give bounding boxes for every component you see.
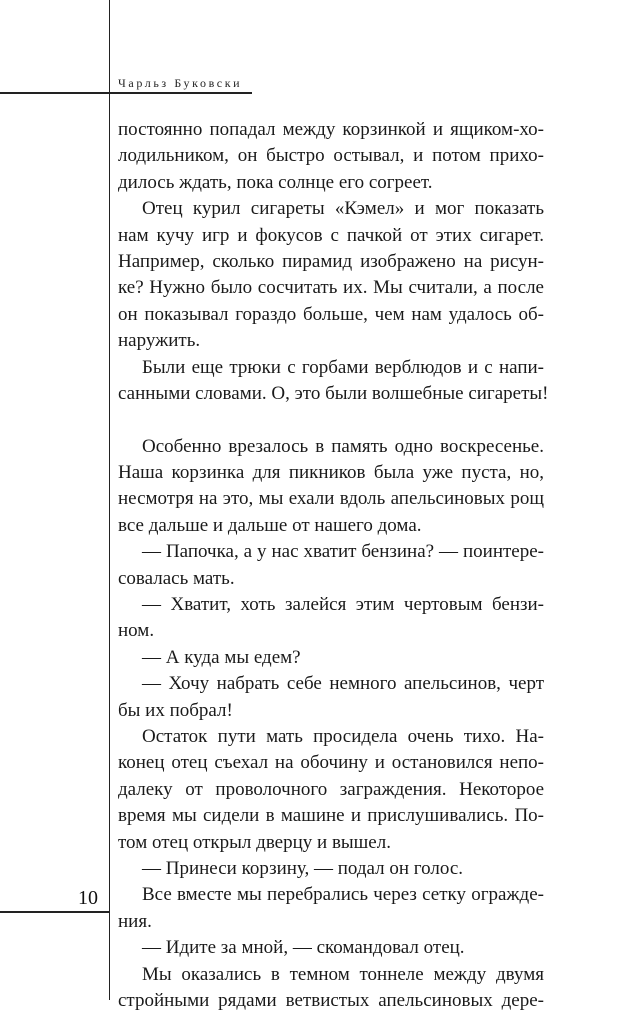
- text-line: Остаток пути мать просидела очень тихо. На-: [142, 725, 544, 747]
- text-line: — Хочу набрать себе немного апельсинов, черт: [142, 673, 544, 695]
- text-line: дилось ждать, пока солнце его согреет.: [118, 171, 433, 193]
- text-line: постоянно попадал между корзинкой и ящиком-хо-: [118, 119, 544, 140]
- text-line: — Принеси корзину, — подал он голос.: [142, 857, 463, 879]
- text-line: — Идите за мной, — скомандовал отец.: [142, 937, 465, 959]
- text-line: том отец открыл дверцу и вышел.: [118, 831, 391, 853]
- text-line: все дальше и дальше от нашего дома.: [118, 514, 422, 536]
- running-title: Чарльз Буковски: [118, 76, 243, 90]
- text-line: нам кучу игр и фокусов с пачкой от этих сигарет.: [118, 224, 544, 246]
- text-line: ном.: [118, 620, 155, 642]
- text-line: совалась мать.: [118, 567, 235, 589]
- text-line: ния.: [118, 910, 152, 932]
- text-line: конец отец съехал на обочину и остановился непо-: [118, 752, 544, 774]
- text-line: санными словами. О, это были волшебные сигареты!: [118, 382, 549, 404]
- text-line: несмотря на это, мы ехали вдоль апельсиновых рощ: [118, 488, 544, 510]
- text-line: он показывал гораздо больше, чем нам удалось об-: [118, 303, 544, 325]
- text-line: Мы оказались в темном тоннеле между двумя: [142, 963, 544, 985]
- text-line: лодильником, он быстро остывал, и потом прихо-: [118, 145, 544, 167]
- text-line: — Хватит, хоть залейся этим чертовым бензи-: [142, 594, 544, 616]
- margin-vertical-rule: [109, 0, 110, 1000]
- text-line: — А куда мы едем?: [142, 646, 301, 668]
- text-line: Отец курил сигареты «Кэмел» и мог показать: [142, 198, 544, 220]
- text-line: Наша корзинка для пикников была уже пуста, но,: [118, 462, 544, 484]
- text-line: время мы сидели в машине и прислушивались. По-: [118, 805, 544, 827]
- text-line: Особенно врезалось в память одно воскресенье.: [142, 435, 544, 457]
- body-text: [118, 117, 549, 1014]
- text-line: Все вместе мы перебрались через сетку огражде-: [142, 884, 544, 906]
- header-rule: [0, 92, 252, 94]
- footer-rule: [0, 911, 110, 913]
- page-number: 10: [78, 887, 98, 909]
- text-line: бы их побрал!: [118, 699, 233, 721]
- text-line: Были еще трюки с горбами верблюдов и с напи-: [142, 356, 544, 378]
- text-line: стройными рядами ветвистых апельсиновых дере-: [118, 989, 544, 1011]
- paragraph-gap: [118, 407, 544, 433]
- text-line: Например, сколько пирамид изображено на рисун-: [118, 250, 544, 272]
- text-line: наружить.: [118, 330, 201, 352]
- text-line: далеку от проволочного заграждения. Некоторое: [118, 778, 544, 800]
- text-line: ке? Нужно было сосчитать их. Мы считали, а после: [118, 277, 544, 299]
- text-line: — Папочка, а у нас хватит бензина? — поинтере-: [142, 541, 544, 563]
